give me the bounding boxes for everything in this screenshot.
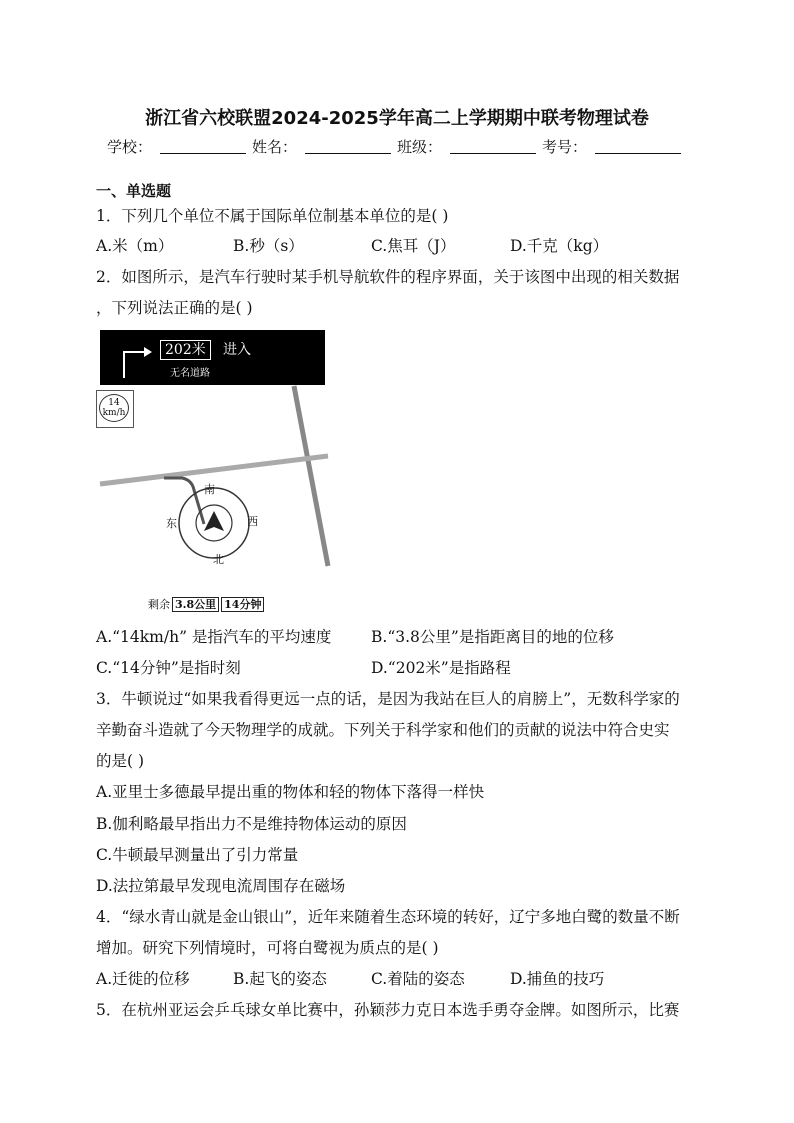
question-5-stem-line1: 5．在杭州亚运会乒乓球女单比赛中，孙颖莎力克日本选手勇夺金牌。如图所示，比赛	[96, 1001, 680, 1019]
question-1-option-b: B.秒（s）	[233, 237, 304, 255]
compass-north: 北	[213, 553, 224, 566]
number-label: 考号：	[542, 138, 588, 156]
question-3-stem-line2: 辛勤奋斗造就了今天物理学的成就。下列关于科学家和他们的贡献的说法中符合史实	[96, 721, 670, 739]
road-horizontal	[100, 456, 328, 484]
question-1-stem: 1．下列几个单位不属于国际单位制基本单位的是( )	[96, 207, 449, 225]
name-blank[interactable]	[305, 139, 391, 154]
question-3-option-a: A.亚里士多德最早提出重的物体和轻的物体下落得一样快	[96, 783, 485, 801]
compass-east: 东	[166, 517, 177, 530]
question-2-stem-line1: 2．如图所示，是汽车行驶时某手机导航软件的程序界面，关于该图中出现的相关数据	[96, 268, 680, 286]
compass-south: 南	[204, 483, 215, 496]
question-2-option-b: B.“3.8公里”是指距离目的地的位移	[371, 628, 614, 646]
speed-value: 14	[108, 398, 120, 408]
exam-title: 浙江省六校联盟2024-2025学年高二上学期期中联考物理试卷	[145, 108, 649, 129]
class-label: 班级：	[397, 138, 443, 156]
school-blank[interactable]	[160, 139, 246, 154]
question-2-stem-line2: ，下列说法正确的是( )	[96, 299, 253, 317]
turn-right-arrow-icon	[118, 342, 158, 382]
question-3-option-d: D.法拉第最早发现电流周围存在磁场	[96, 877, 346, 895]
question-3-stem-line3: 的是( )	[96, 752, 145, 770]
remain-label: 剩余	[148, 598, 170, 611]
map-roads	[96, 378, 336, 618]
school-label: 学校：	[106, 138, 152, 156]
question-4-option-d: D.捕鱼的技巧	[510, 970, 605, 988]
question-4-option-b: B.起飞的姿态	[233, 970, 327, 988]
navigation-figure	[96, 328, 336, 618]
class-blank[interactable]	[450, 139, 536, 154]
compass-west: 西	[247, 515, 258, 528]
nav-enter-text: 进入	[223, 342, 251, 358]
remain-distance: 3.8公里	[172, 597, 219, 612]
question-3-option-b: B.伽利略最早指出力不是维持物体运动的原因	[96, 815, 407, 833]
question-4-option-c: C.着陆的姿态	[371, 970, 465, 988]
remain-time: 14分钟	[221, 597, 264, 612]
question-4-stem-line1: 4．“绿水青山就是金山银山”，近年来随着生态环境的转好，辽宁多地白鹭的数量不断	[96, 908, 680, 926]
question-2-option-a: A.“14km/h” 是指汽车的平均速度	[96, 628, 332, 646]
question-3-option-c: C.牛顿最早测量出了引力常量	[96, 846, 299, 864]
car-arrow-icon	[204, 511, 224, 531]
question-1-option-a: A.米（m）	[96, 237, 174, 255]
question-2-option-c: C.“14分钟”是指时刻	[96, 659, 241, 677]
question-4-stem-line2: 增加。研究下列情境时，可将白鹭视为质点的是( )	[96, 939, 439, 957]
nav-road-name: 无名道路	[170, 368, 210, 379]
question-3-stem-line1: 3．牛顿说过“如果我看得更远一点的话，是因为我站在巨人的肩膀上”，无数科学家的	[96, 690, 680, 708]
speed-unit: km/h	[102, 408, 126, 418]
section-heading: 一、单选题	[96, 182, 172, 200]
question-2-option-d: D.“202米”是指路程	[371, 659, 511, 677]
question-1-option-d: D.千克（kg）	[510, 237, 609, 255]
road-vertical	[294, 386, 328, 566]
question-4-option-a: A.迁徙的位移	[96, 970, 190, 988]
navigation-banner	[100, 330, 325, 385]
student-info-row	[0, 136, 794, 157]
name-label: 姓名：	[251, 138, 297, 156]
nav-distance: 202米	[160, 340, 211, 360]
remaining-info	[148, 596, 264, 612]
question-1-option-c: C.焦耳（J）	[371, 237, 456, 255]
number-blank[interactable]	[595, 139, 681, 154]
